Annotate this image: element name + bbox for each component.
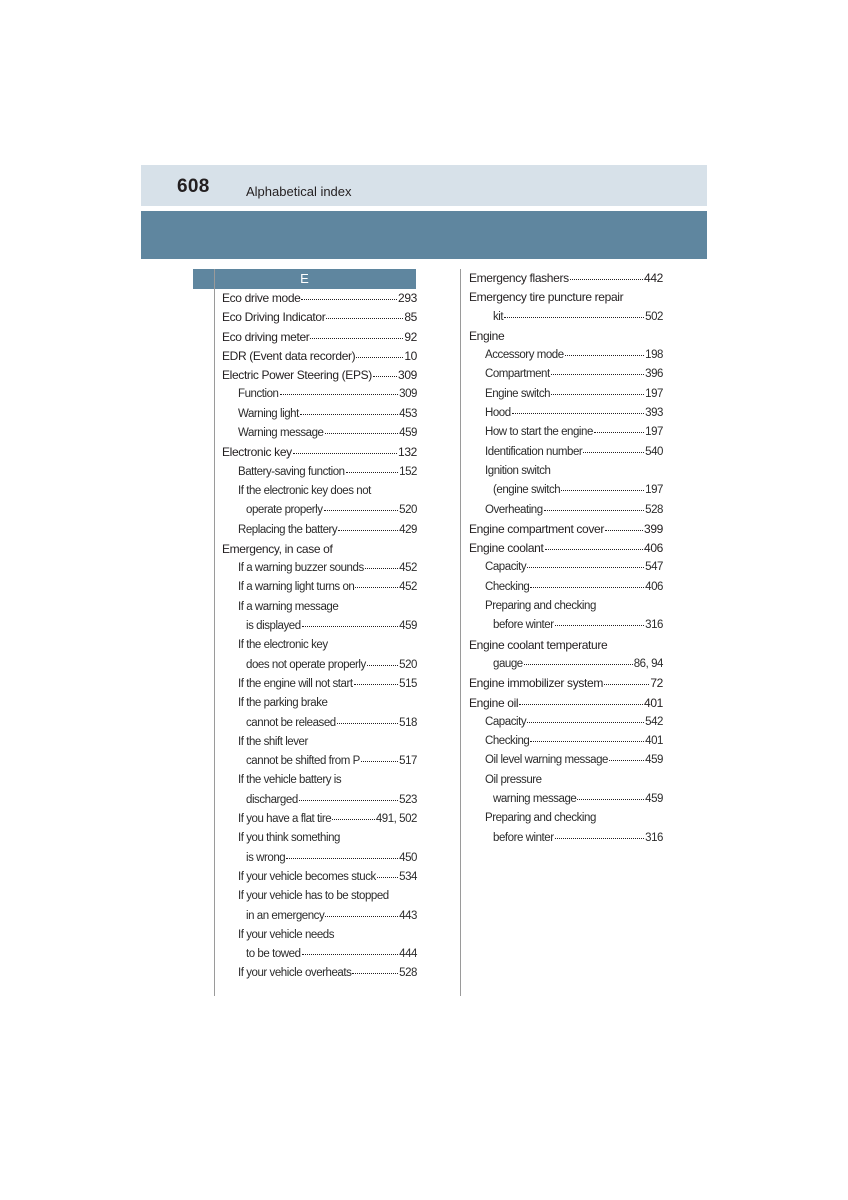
index-term: Oil level warning message <box>485 754 608 767</box>
index-entry <box>461 636 663 655</box>
index-entry <box>215 559 417 578</box>
index-term: Warning light <box>238 407 299 420</box>
index-page-ref[interactable]: 452 <box>399 581 417 594</box>
dot-leader <box>346 472 399 473</box>
index-term: How to start the engine <box>485 426 593 439</box>
index-entry <box>461 655 663 674</box>
index-page-ref[interactable]: 523 <box>399 793 417 806</box>
index-entry <box>461 578 663 597</box>
index-term: Engine coolant temperature <box>469 637 608 652</box>
index-entry <box>215 463 417 482</box>
dot-leader <box>302 626 398 627</box>
index-entry <box>461 308 663 327</box>
index-page-ref[interactable]: 393 <box>645 407 663 420</box>
index-term: Eco driving meter <box>222 329 310 344</box>
dot-leader <box>551 394 644 395</box>
index-term: kit <box>493 310 504 323</box>
dot-leader <box>377 877 398 878</box>
dot-leader <box>293 453 397 454</box>
index-entry <box>215 289 417 308</box>
index-entry <box>215 405 417 424</box>
dot-leader <box>286 858 398 859</box>
index-term: cannot be shifted from P <box>246 755 360 768</box>
index-page-ref[interactable]: 429 <box>399 523 417 536</box>
index-entry <box>461 346 663 365</box>
index-page-ref[interactable]: 198 <box>645 349 663 362</box>
index-entry <box>461 597 663 616</box>
index-entry <box>215 714 417 733</box>
index-page-ref[interactable]: 459 <box>645 793 663 806</box>
index-term: If the shift lever <box>238 735 308 748</box>
index-page-ref[interactable]: 515 <box>399 677 417 690</box>
index-entry <box>215 675 417 694</box>
dot-leader <box>555 838 645 839</box>
index-page-ref[interactable]: 197 <box>645 426 663 439</box>
dot-leader <box>527 567 644 568</box>
index-entry <box>461 539 663 558</box>
dot-leader <box>519 704 643 705</box>
index-page-ref[interactable]: 316 <box>645 619 663 632</box>
index-page-ref[interactable]: 152 <box>399 465 417 478</box>
dot-leader <box>604 684 649 685</box>
dot-leader <box>325 916 398 917</box>
index-term: Engine compartment cover <box>469 521 605 536</box>
index-entry <box>215 733 417 752</box>
index-entry <box>215 328 417 347</box>
index-entry <box>215 887 417 906</box>
index-page-ref[interactable]: 540 <box>645 445 663 458</box>
section-banner <box>141 211 707 259</box>
index-entry <box>461 751 663 770</box>
index-term: Engine <box>469 328 505 343</box>
index-page-ref[interactable]: 197 <box>645 484 663 497</box>
index-entry <box>215 578 417 597</box>
index-entry <box>461 713 663 732</box>
index-term: If a warning buzzer sounds <box>238 562 364 575</box>
index-entry <box>461 462 663 481</box>
index-term: Checking <box>485 735 530 748</box>
index-page-ref[interactable]: 401 <box>645 735 663 748</box>
index-entry <box>215 308 417 327</box>
index-page-ref[interactable]: 502 <box>645 310 663 323</box>
index-term: If the vehicle battery is <box>238 774 342 787</box>
index-entry <box>215 964 417 983</box>
dot-leader <box>326 318 403 319</box>
index-page-ref[interactable]: 309 <box>399 388 417 401</box>
index-entry <box>461 520 663 539</box>
index-entry <box>215 366 417 385</box>
index-term: operate properly <box>246 504 323 517</box>
index-term: Warning message <box>238 427 324 440</box>
index-letter-heading: E <box>193 269 416 289</box>
index-entry <box>215 656 417 675</box>
dot-leader <box>583 452 644 453</box>
index-entry <box>215 540 417 559</box>
dot-leader <box>325 433 399 434</box>
index-entry <box>461 269 663 288</box>
index-entry <box>461 674 663 693</box>
index-entry <box>461 404 663 423</box>
index-entry <box>461 481 663 500</box>
index-term: Function <box>238 388 279 401</box>
index-entry <box>461 365 663 384</box>
index-page-ref[interactable]: 547 <box>645 561 663 574</box>
index-entry <box>461 732 663 751</box>
index-entry <box>215 771 417 790</box>
index-page-ref[interactable]: 520 <box>399 504 417 517</box>
index-entry <box>215 694 417 713</box>
dot-leader <box>280 394 399 395</box>
dot-leader <box>355 587 398 588</box>
dot-leader <box>337 723 398 724</box>
index-page-ref[interactable]: 517 <box>399 755 417 768</box>
index-term: (engine switch <box>493 484 561 497</box>
index-term: Emergency flashers <box>469 271 569 285</box>
index-term: Eco drive mode <box>222 291 301 305</box>
index-entry <box>215 385 417 404</box>
index-term: is displayed <box>246 620 301 633</box>
index-term: to be towed <box>246 948 301 961</box>
index-term: If your vehicle becomes stuck <box>238 870 376 883</box>
dot-leader <box>605 530 643 531</box>
dot-leader <box>527 722 644 723</box>
index-page-ref[interactable]: 452 <box>399 562 417 575</box>
index-page-ref[interactable]: 520 <box>399 658 417 671</box>
index-page-ref[interactable]: 459 <box>399 620 417 633</box>
index-page-ref[interactable]: 197 <box>645 387 663 400</box>
dot-leader <box>544 510 644 511</box>
index-entry <box>461 694 663 713</box>
dot-leader <box>555 625 645 626</box>
dot-leader <box>570 279 643 280</box>
dot-leader <box>577 799 644 800</box>
index-entry <box>215 810 417 829</box>
dot-leader <box>609 760 644 761</box>
index-term: Overheating <box>485 503 543 516</box>
index-term: before winter <box>493 831 554 844</box>
index-entry <box>215 617 417 636</box>
index-page-ref[interactable]: 443 <box>399 909 417 922</box>
dot-leader <box>524 664 633 665</box>
dot-leader <box>352 973 398 974</box>
index-page-ref[interactable]: 534 <box>399 870 417 883</box>
index-term: Emergency, in case of <box>222 541 333 556</box>
index-page-ref[interactable]: 444 <box>399 948 417 961</box>
dot-leader <box>367 665 398 666</box>
page-header <box>141 165 707 206</box>
index-page-ref[interactable]: 72 <box>650 676 663 691</box>
index-entry <box>461 423 663 442</box>
index-term: Identification number <box>485 445 583 458</box>
index-page-ref[interactable]: 450 <box>399 851 417 864</box>
index-term: If the electronic key does not <box>238 484 371 497</box>
index-term: If a warning message <box>238 600 339 613</box>
index-entry <box>215 791 417 810</box>
index-entry <box>215 443 417 462</box>
dot-leader <box>356 357 403 358</box>
index-term: Emergency tire puncture repair <box>469 290 624 305</box>
index-term: Hood <box>485 407 511 420</box>
index-term: Electric Power Steering (EPS) <box>222 368 372 383</box>
index-term: If the electronic key <box>238 639 328 652</box>
dot-leader <box>504 317 644 318</box>
index-term: Ignition switch <box>485 464 551 477</box>
index-term: gauge <box>493 657 523 670</box>
index-page-ref[interactable]: 92 <box>404 329 417 344</box>
index-entry <box>215 926 417 945</box>
dot-leader <box>512 413 644 414</box>
index-page-ref[interactable]: 396 <box>645 368 663 381</box>
index-entry <box>215 347 417 366</box>
index-term: Battery-saving function <box>238 465 345 478</box>
index-entry <box>461 616 663 635</box>
index-term: Engine coolant <box>469 541 544 556</box>
index-entry <box>461 443 663 462</box>
index-entry <box>215 501 417 520</box>
index-entry <box>461 501 663 520</box>
index-entry <box>215 945 417 964</box>
index-term: Eco Driving Indicator <box>222 310 326 325</box>
index-entry <box>215 424 417 443</box>
index-term: before winter <box>493 619 554 632</box>
index-page-ref[interactable]: 459 <box>399 427 417 440</box>
index-entry <box>461 809 663 828</box>
index-page-ref[interactable]: 528 <box>399 967 417 980</box>
index-page-ref[interactable]: 316 <box>645 831 663 844</box>
index-term: EDR (Event data recorder) <box>222 348 356 363</box>
index-entry <box>461 558 663 577</box>
index-entry <box>461 771 663 790</box>
index-term: Replacing the battery <box>238 523 338 536</box>
index-column-left <box>214 269 417 996</box>
index-page-ref[interactable]: 542 <box>645 715 663 728</box>
dot-leader <box>310 338 403 339</box>
index-page-ref[interactable]: 86, 94 <box>633 657 663 670</box>
dot-leader <box>373 376 397 377</box>
dot-leader <box>365 568 398 569</box>
index-term: If the engine will not start <box>238 677 353 690</box>
index-entry <box>215 636 417 655</box>
dot-leader <box>299 800 398 801</box>
index-entry <box>461 790 663 809</box>
dot-leader <box>551 374 644 375</box>
index-page-ref[interactable]: 528 <box>645 503 663 516</box>
index-term: Capacity <box>485 715 527 728</box>
index-page-ref[interactable]: 406 <box>644 541 663 556</box>
dot-leader <box>530 741 644 742</box>
index-page-ref[interactable]: 132 <box>398 445 417 460</box>
index-term: If your vehicle has to be stopped <box>238 890 389 903</box>
index-page-ref[interactable]: 442 <box>644 271 663 285</box>
dot-leader <box>300 414 398 415</box>
index-entry <box>215 868 417 887</box>
index-term: Preparing and checking <box>485 812 596 825</box>
index-page-ref[interactable]: 309 <box>398 368 417 383</box>
index-entry <box>215 752 417 771</box>
dot-leader <box>594 432 644 433</box>
index-term: Compartment <box>485 368 550 381</box>
index-entry <box>215 907 417 926</box>
index-term: If you think something <box>238 832 340 845</box>
dot-leader <box>301 299 397 300</box>
index-entry <box>461 829 663 848</box>
index-page-ref[interactable]: 293 <box>398 291 417 305</box>
index-term: If you have a flat tire <box>238 813 332 826</box>
index-term: If your vehicle needs <box>238 928 335 941</box>
index-term: Oil pressure <box>485 773 542 786</box>
index-term: in an emergency <box>246 909 325 922</box>
index-page-ref[interactable]: 518 <box>399 716 417 729</box>
page-title: Alphabetical index <box>246 184 352 199</box>
dot-leader <box>354 684 399 685</box>
index-page-ref[interactable]: 10 <box>404 348 417 363</box>
index-term: Engine immobilizer system <box>469 676 603 691</box>
index-term: warning message <box>493 793 577 806</box>
index-page-ref[interactable]: 406 <box>645 580 663 593</box>
index-term: Engine switch <box>485 387 551 400</box>
index-page-ref[interactable]: 453 <box>399 407 417 420</box>
index-page-ref[interactable]: 401 <box>644 695 663 710</box>
index-term: Accessory mode <box>485 349 564 362</box>
index-term: Preparing and checking <box>485 600 596 613</box>
index-entries-right <box>461 269 663 848</box>
dot-leader <box>545 549 644 550</box>
dot-leader <box>561 490 644 491</box>
index-entry <box>215 829 417 848</box>
index-entry <box>215 521 417 540</box>
index-term: does not operate properly <box>246 658 366 671</box>
index-page-ref[interactable]: 491, 502 <box>375 813 417 826</box>
index-entry <box>461 288 663 307</box>
dot-leader <box>530 587 644 588</box>
dot-leader <box>332 819 375 820</box>
index-entries-left <box>215 289 417 984</box>
page-number: 608 <box>177 176 210 197</box>
index-term: If a warning light turns on <box>238 581 355 594</box>
dot-leader <box>302 954 399 955</box>
dot-leader <box>361 761 398 762</box>
index-entry <box>461 385 663 404</box>
index-term: Capacity <box>485 561 527 574</box>
index-column-right <box>460 269 663 996</box>
dot-leader <box>338 530 398 531</box>
index-entry <box>215 598 417 617</box>
index-term: Electronic key <box>222 445 292 460</box>
index-entry <box>215 482 417 501</box>
index-entry <box>215 849 417 868</box>
index-term: Checking <box>485 580 530 593</box>
index-page-ref[interactable]: 459 <box>645 754 663 767</box>
index-term: is wrong <box>246 851 286 864</box>
index-term: discharged <box>246 793 298 806</box>
index-term: Engine oil <box>469 695 519 710</box>
index-term: If your vehicle overheats <box>238 967 352 980</box>
dot-leader <box>324 510 399 511</box>
index-page-ref[interactable]: 85 <box>404 310 417 325</box>
index-entry <box>461 327 663 346</box>
index-page-ref[interactable]: 399 <box>644 521 663 536</box>
index-term: cannot be released <box>246 716 336 729</box>
index-term: If the parking brake <box>238 697 328 710</box>
dot-leader <box>565 355 644 356</box>
